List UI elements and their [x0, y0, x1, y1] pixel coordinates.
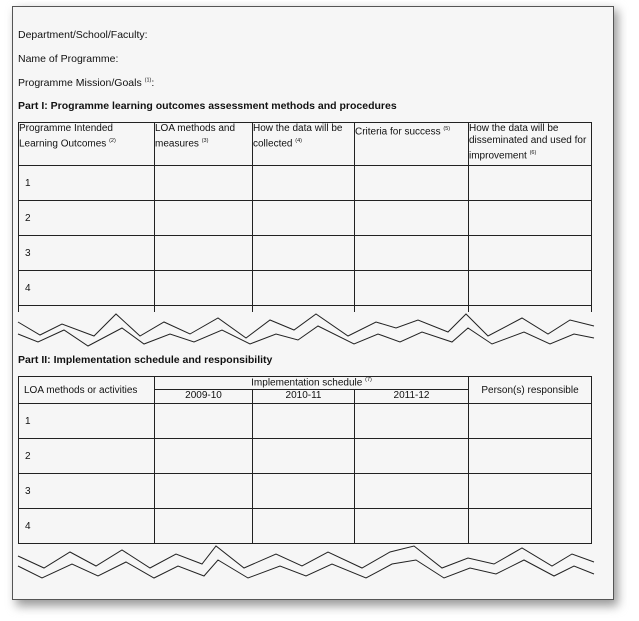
header-text: How the data will be disseminated and used for improvement — [469, 123, 587, 162]
department-label: Department/School/Faculty: — [18, 29, 148, 41]
input-cell[interactable] — [469, 439, 592, 474]
table-row — [19, 201, 592, 236]
input-cell[interactable] — [155, 166, 253, 201]
input-cell[interactable] — [155, 474, 253, 509]
table-row — [19, 439, 592, 474]
header-text: Programme Intended Learning Outcomes — [19, 123, 113, 150]
part2-title: Part II: Implementation schedule and responsibility — [18, 354, 273, 366]
input-cell[interactable] — [355, 201, 469, 236]
input-cell[interactable] — [155, 404, 253, 439]
mission-text: Programme Mission/Goals — [18, 77, 142, 89]
header-text: Criteria for success — [355, 126, 441, 138]
input-cell[interactable] — [469, 474, 592, 509]
header-footnote: (3) — [201, 138, 209, 144]
input-cell[interactable] — [253, 271, 355, 306]
row-number: 4 — [19, 271, 155, 306]
row-number: 4 — [19, 509, 155, 544]
table-row — [19, 236, 592, 271]
header-text: LOA methods and measures — [155, 123, 236, 150]
row-number: 3 — [19, 236, 155, 271]
part1-header-row — [19, 123, 592, 166]
part1-header-cell — [253, 123, 355, 166]
table-row — [19, 474, 592, 509]
header-footnote: (4) — [295, 138, 302, 144]
part1-title: Part I: Programme learning outcomes assessment methods and procedures — [18, 100, 397, 112]
activities-header: LOA methods or activities — [19, 377, 155, 404]
input-cell[interactable] — [355, 166, 469, 201]
header-text: How the data will be collected — [253, 123, 343, 150]
row-number: 2 — [19, 439, 155, 474]
header-footnote: (6) — [529, 150, 537, 156]
input-cell[interactable] — [253, 474, 355, 509]
schedule-text: Implementation schedule — [251, 377, 363, 389]
part1-header-cell — [355, 123, 469, 166]
input-cell[interactable] — [469, 271, 592, 306]
input-cell[interactable] — [155, 236, 253, 271]
part2-header-row — [19, 377, 592, 390]
input-cell[interactable] — [469, 166, 592, 201]
input-cell[interactable] — [355, 439, 469, 474]
input-cell[interactable] — [253, 439, 355, 474]
input-cell[interactable] — [253, 166, 355, 201]
row-number: 2 — [19, 201, 155, 236]
header-footnote: (2) — [109, 138, 116, 144]
part1-header-cell — [155, 123, 253, 166]
torn-edge-part2 — [18, 538, 598, 584]
year-header: 2011-12 — [355, 390, 469, 404]
input-cell[interactable] — [355, 404, 469, 439]
table-row — [19, 271, 592, 306]
part2-table — [18, 376, 592, 560]
input-cell[interactable] — [355, 474, 469, 509]
input-cell[interactable] — [155, 439, 253, 474]
input-cell[interactable] — [355, 271, 469, 306]
year-header: 2009-10 — [155, 390, 253, 404]
part1-header-cell — [19, 123, 155, 166]
row-number: 1 — [19, 404, 155, 439]
part1-header-cell — [469, 123, 592, 166]
input-cell[interactable] — [469, 404, 592, 439]
responsible-header: Person(s) responsible — [469, 377, 592, 404]
input-cell[interactable] — [355, 236, 469, 271]
table-row — [19, 404, 592, 439]
schedule-header — [155, 377, 469, 390]
programme-name-label: Name of Programme: — [18, 53, 119, 65]
row-number: 1 — [19, 166, 155, 201]
input-cell[interactable] — [155, 271, 253, 306]
mission-footnote: (1) — [144, 77, 152, 84]
table-row — [19, 166, 592, 201]
year-header: 2010-11 — [253, 390, 355, 404]
input-cell[interactable] — [155, 201, 253, 236]
header-footnote: (5) — [443, 126, 451, 132]
input-cell[interactable] — [253, 236, 355, 271]
input-cell[interactable] — [253, 201, 355, 236]
mission-label — [18, 77, 154, 89]
schedule-footnote: (7) — [365, 377, 372, 383]
input-cell[interactable] — [469, 201, 592, 236]
row-number: 3 — [19, 474, 155, 509]
mission-colon: : — [151, 77, 155, 89]
input-cell[interactable] — [469, 236, 592, 271]
part1-table — [18, 122, 592, 322]
input-cell[interactable] — [253, 404, 355, 439]
torn-edge-part1 — [18, 308, 598, 348]
